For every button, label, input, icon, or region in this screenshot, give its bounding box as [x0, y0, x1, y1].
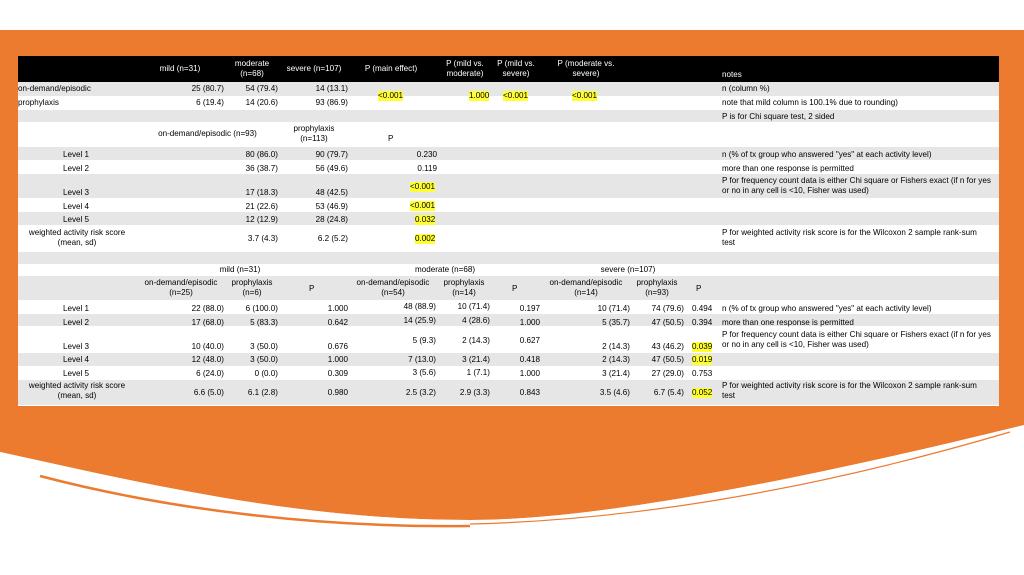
table1-p-mild-moderate: 1.000 — [469, 91, 490, 100]
table3-cell: 1 (7.1) — [466, 368, 490, 377]
table3-p: 0.052 — [692, 388, 713, 397]
table1-band — [18, 110, 999, 122]
table2-cell: 12 (12.9) — [245, 215, 278, 224]
table2-cell: 56 (49.6) — [315, 164, 348, 173]
table3-cell: 47 (50.5) — [651, 318, 684, 327]
table2-note: n (% of tx group who answered "yes" at each activity level) — [722, 150, 932, 159]
table3-cell: 6 (24.0) — [196, 369, 224, 378]
table3-subheader: prophylaxis (n=6) — [231, 278, 273, 297]
table3-row-label: Level 1 — [62, 304, 90, 313]
table1-cell: 93 (86.9) — [315, 98, 348, 107]
table3-cell: 2 (14.3) — [602, 342, 630, 351]
table3-cell: 5 (35.7) — [602, 318, 630, 327]
table3-subheader: P — [309, 284, 315, 293]
table3-cell: 5 (83.3) — [250, 318, 278, 327]
table3-group-header: mild (n=31) — [219, 265, 261, 274]
table2-cell: 90 (79.7) — [315, 150, 348, 159]
table2-note: more than one response is permitted — [722, 164, 854, 173]
decorative-wave — [0, 390, 1024, 575]
table1-row-label: prophylaxis — [18, 98, 59, 107]
table1-cell: 54 (79.4) — [245, 84, 278, 93]
table3-cell: 6 (100.0) — [245, 304, 278, 313]
table3-subheader: P — [512, 284, 518, 293]
table2-header: on-demand/episodic (n=93) — [158, 129, 257, 138]
table3-note: P for frequency count data is either Chi square or Fishers exact (if n for yes or no in any cell is <10, Fisher was used) — [722, 330, 991, 349]
table3-cell: 4 (28.6) — [462, 316, 490, 325]
table3-cell: 3 (50.0) — [250, 355, 278, 364]
table2-band — [18, 212, 999, 225]
table3-row-label: Level 2 — [62, 318, 90, 327]
table2-p: <0.001 — [410, 182, 435, 191]
table1-note: note that mild column is 100.1% due to rounding) — [722, 98, 898, 107]
table2-note: P for weighted activity risk score is for the Wilcoxon 2 sample rank-sum test — [722, 228, 977, 247]
table3-cell: 7 (13.0) — [408, 355, 436, 364]
table3-cell: 22 (88.0) — [191, 304, 224, 313]
table3-note: n (% of tx group who answered "yes" at each activity level) — [722, 304, 932, 313]
table3-p: 0.843 — [519, 388, 540, 397]
table3-p: 0.418 — [519, 355, 540, 364]
table3-p: 0.039 — [692, 342, 713, 351]
table3-p: 0.309 — [327, 369, 348, 378]
table2-cell: 6.2 (5.2) — [317, 234, 348, 243]
table3-cell: 74 (79.6) — [651, 304, 684, 313]
table3-cell: 3.5 (4.6) — [599, 388, 630, 397]
table1-header: P (main effect) — [364, 64, 418, 73]
table1-p-moderate-severe: <0.001 — [572, 91, 597, 100]
slide-top-margin — [0, 0, 1024, 30]
table3-p: 0.197 — [519, 304, 540, 313]
table2-p: 0.230 — [416, 150, 437, 159]
table3-cell: 43 (46.2) — [651, 342, 684, 351]
table3-cell: 2.5 (3.2) — [405, 388, 436, 397]
table3-subheader: prophylaxis (n=93) — [636, 278, 678, 297]
table3-p: 1.000 — [327, 304, 348, 313]
table3-cell: 10 (40.0) — [191, 342, 224, 351]
table2-row-label: Level 3 — [62, 188, 90, 197]
table3-cell: 17 (68.0) — [191, 318, 224, 327]
table1-header: mild (n=31) — [159, 64, 201, 73]
table2-cell: 28 (24.8) — [315, 215, 348, 224]
table3-cell: 2 (14.3) — [462, 336, 490, 345]
table3-cell: 2 (14.3) — [602, 355, 630, 364]
table2-cell: 21 (22.6) — [245, 202, 278, 211]
table1-header: notes — [722, 70, 742, 79]
table3-cell: 3 (21.4) — [462, 355, 490, 364]
table3-cell: 12 (48.0) — [191, 355, 224, 364]
table1-cell: 25 (80.7) — [191, 84, 224, 93]
table3-p: 0.019 — [692, 355, 713, 364]
table3-cell: 5 (9.3) — [412, 336, 436, 345]
table1-header: P (mild vs. severe) — [497, 59, 535, 78]
table3-cell: 47 (50.5) — [651, 355, 684, 364]
table2-cell: 3.7 (4.3) — [247, 234, 278, 243]
table1-cell: 14 (20.6) — [245, 98, 278, 107]
table2-row-label: Level 4 — [62, 202, 90, 211]
table3-p: 0.980 — [327, 388, 348, 397]
table1-p-main: <0.001 — [378, 91, 403, 100]
table3-cell: 0 (0.0) — [254, 369, 278, 378]
table3-band — [18, 252, 999, 264]
table3-row-label: Level 3 — [62, 342, 90, 351]
table2-cell: 17 (18.3) — [245, 188, 278, 197]
table1-p-mild-severe: <0.001 — [503, 91, 528, 100]
table2-p: 0.119 — [417, 164, 437, 173]
table3-cell: 3 (50.0) — [250, 342, 278, 351]
table1-note: P is for Chi square test, 2 sided — [722, 112, 835, 121]
table3-cell: 6.7 (5.4) — [653, 388, 684, 397]
table2-row-label: Level 5 — [62, 215, 90, 224]
table3-row-label: Level 4 — [62, 355, 90, 364]
table3-p: 0.627 — [519, 336, 540, 345]
table2-p: 0.002 — [415, 234, 436, 243]
table1-note: n (column %) — [722, 84, 770, 93]
table2-header: P — [388, 134, 394, 143]
table1-cell: 6 (19.4) — [196, 98, 224, 107]
table3-subheader: on-demand/episodic (n=14) — [549, 278, 623, 297]
table1-cell: 14 (13.1) — [315, 84, 348, 93]
table3-cell: 14 (25.9) — [403, 316, 436, 325]
table3-subheader: P — [696, 284, 702, 293]
table3-p: 1.000 — [519, 369, 540, 378]
table2-row-label: weighted activity risk score (mean, sd) — [28, 228, 126, 247]
table2-row-label: Level 1 — [62, 150, 90, 159]
table3-p: 1.000 — [519, 318, 540, 327]
table2-cell: 48 (42.5) — [315, 188, 348, 197]
table3-cell: 27 (29.0) — [651, 369, 684, 378]
table3-cell: 10 (71.4) — [457, 302, 490, 311]
table3-note: P for weighted activity risk score is for the Wilcoxon 2 sample rank-sum test — [722, 381, 977, 400]
table2-cell: 53 (46.9) — [315, 202, 348, 211]
table3-group-header: moderate (n=68) — [414, 265, 476, 274]
table2-p: 0.032 — [415, 215, 436, 224]
table3-p: 0.642 — [327, 318, 348, 327]
table1-header: severe (n=107) — [286, 64, 342, 73]
table2-row-label: Level 2 — [62, 164, 90, 173]
table3-cell: 10 (71.4) — [597, 304, 630, 313]
table3-note: more than one response is permitted — [722, 318, 854, 327]
table3-p: 1.000 — [327, 355, 348, 364]
table2-cell: 80 (86.0) — [245, 150, 278, 159]
table3-cell: 3 (21.4) — [602, 369, 630, 378]
table3-group-header: severe (n=107) — [600, 265, 656, 274]
table3-subheader: prophylaxis (n=14) — [443, 278, 485, 297]
table3-p: 0.753 — [692, 369, 713, 378]
table3-cell: 2.9 (3.3) — [459, 388, 490, 397]
table3-p: 0.676 — [327, 342, 348, 351]
table2-header: prophylaxis (n=113) — [293, 124, 335, 143]
table3-cell: 3 (5.6) — [412, 368, 436, 377]
table3-p: 0.494 — [692, 304, 713, 313]
table1-row-label: on-demand/episodic — [18, 84, 91, 93]
table3-cell: 6.1 (2.8) — [247, 388, 278, 397]
table3-cell: 48 (88.9) — [403, 302, 436, 311]
table1-header: moderate (n=68) — [234, 59, 270, 78]
table3-row-label: weighted activity risk score (mean, sd) — [28, 381, 126, 400]
table3-cell: 6.6 (5.0) — [193, 388, 224, 397]
table3-subheader: on-demand/episodic (n=54) — [356, 278, 430, 297]
table3-subheader: on-demand/episodic (n=25) — [144, 278, 218, 297]
table1-header: P (mild vs. moderate) — [446, 59, 484, 78]
table2-note: P for frequency count data is either Chi square or Fishers exact (if n for yes or no in any cell is <10, Fisher was used) — [722, 176, 991, 195]
table1-header: P (moderate vs. severe) — [557, 59, 615, 78]
table2-p: <0.001 — [410, 201, 435, 210]
table3-p: 0.394 — [692, 318, 713, 327]
table2-cell: 36 (38.7) — [245, 164, 278, 173]
table3-row-label: Level 5 — [62, 369, 90, 378]
